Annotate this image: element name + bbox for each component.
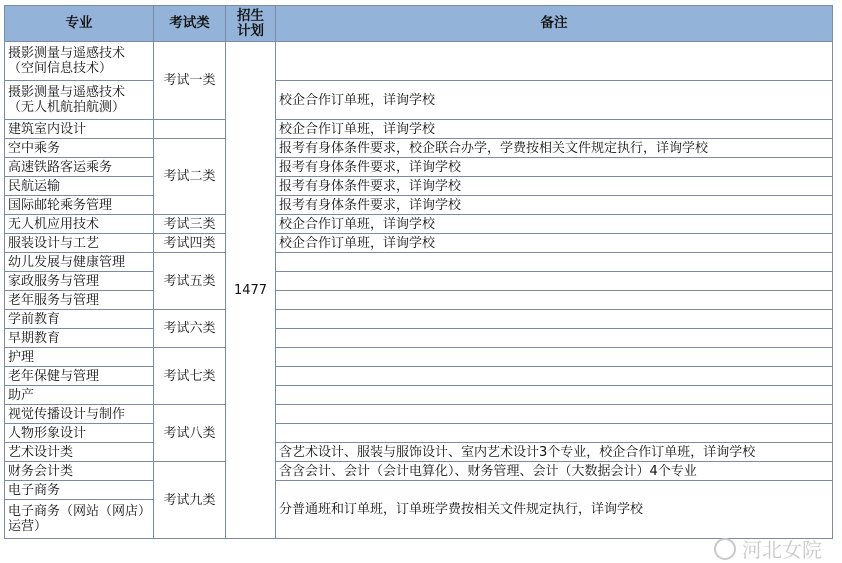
table-row: [5, 42, 833, 81]
major-cell: 学前教育: [5, 310, 154, 329]
major-cell: 人物形象设计: [5, 424, 154, 443]
major-cell: 摄影测量与遥感技术（空间信息技术）: [5, 42, 154, 81]
table-row: [5, 196, 833, 215]
major-cell: 家政服务与管理: [5, 272, 154, 291]
table-row: [5, 405, 833, 424]
major-cell: 艺术设计类: [5, 443, 154, 462]
note-cell: 校企合作订单班，详询学校: [276, 81, 833, 120]
major-cell: 财务会计类: [5, 462, 154, 481]
note-cell: 报考有身体条件要求，校企联合办学，学费按相关文件规定执行，详询学校: [276, 139, 833, 158]
note-cell: [276, 386, 833, 405]
note-cell: 含含会计、会计（会计电算化）、财务管理、会计（大数据会计）4个专业: [276, 462, 833, 481]
table-row: [5, 139, 833, 158]
category-cell: 考试二类: [154, 139, 226, 215]
table-row: [5, 462, 833, 481]
note-cell: [276, 253, 833, 272]
note-cell: 校企合作订单班，详询学校: [276, 215, 833, 234]
major-cell: 空中乘务: [5, 139, 154, 158]
table-row: [5, 367, 833, 386]
table-row: [5, 481, 833, 500]
major-cell: 民航运输: [5, 177, 154, 196]
major-cell: 幼儿发展与健康管理: [5, 253, 154, 272]
category-cell: 考试六类: [154, 310, 226, 348]
note-cell: 校企合作订单班，详询学校: [276, 234, 833, 253]
note-cell: 报考有身体条件要求，详询学校: [276, 177, 833, 196]
table-row: [5, 120, 833, 139]
table-row: [5, 386, 833, 405]
header-plan: 招生 计划: [226, 6, 276, 42]
header-notes: 备注: [276, 6, 833, 42]
major-cell: 早期教育: [5, 329, 154, 348]
major-cell: 视觉传播设计与制作: [5, 405, 154, 424]
note-cell: 分普通班和订单班，订单班学费按相关文件规定执行，详询学校: [276, 481, 833, 539]
major-cell: 电子商务: [5, 481, 154, 500]
major-cell: 国际邮轮乘务管理: [5, 196, 154, 215]
enrollment-table: [4, 5, 833, 539]
table-row: [5, 177, 833, 196]
note-cell: 含艺术设计、服装与服饰设计、室内艺术设计3个专业，校企合作订单班，详询学校: [276, 443, 833, 462]
table-row: [5, 310, 833, 329]
category-cell: [154, 120, 226, 139]
major-cell: 建筑室内设计: [5, 120, 154, 139]
table-row: [5, 215, 833, 234]
major-cell: 老年服务与管理: [5, 291, 154, 310]
note-cell: [276, 367, 833, 386]
major-cell: 无人机应用技术: [5, 215, 154, 234]
note-cell: [276, 424, 833, 443]
note-cell: [276, 291, 833, 310]
category-cell: 考试九类: [154, 462, 226, 539]
major-cell: 高速铁路客运乘务: [5, 158, 154, 177]
plan-total-cell: 1477: [226, 42, 276, 539]
note-cell: 报考有身体条件要求，详询学校: [276, 158, 833, 177]
note-cell: 报考有身体条件要求，详询学校: [276, 196, 833, 215]
table-row: [5, 329, 833, 348]
category-cell: 考试八类: [154, 405, 226, 462]
note-cell: [276, 329, 833, 348]
table-row: [5, 253, 833, 272]
major-cell: 摄影测量与遥感技术（无人机航拍航测）: [5, 81, 154, 120]
note-cell: [276, 405, 833, 424]
category-cell: 考试一类: [154, 42, 226, 120]
note-cell: [276, 348, 833, 367]
note-cell: [276, 42, 833, 81]
major-cell: 服装设计与工艺: [5, 234, 154, 253]
header-major: 专业: [5, 6, 154, 42]
major-cell: 老年保健与管理: [5, 367, 154, 386]
category-cell: 考试三类: [154, 215, 226, 234]
table-row: [5, 348, 833, 367]
header-row: [5, 6, 833, 42]
table-row: [5, 291, 833, 310]
table-row: [5, 443, 833, 462]
wechat-icon: [714, 538, 736, 560]
major-cell: 助产: [5, 386, 154, 405]
note-cell: [276, 272, 833, 291]
major-cell: 护理: [5, 348, 154, 367]
table-row: [5, 234, 833, 253]
table-row: [5, 272, 833, 291]
category-cell: 考试五类: [154, 253, 226, 310]
watermark-text: 河北女院: [742, 538, 822, 562]
category-cell: 考试七类: [154, 348, 226, 405]
category-cell: 考试四类: [154, 234, 226, 253]
table-row: [5, 81, 833, 120]
major-cell: 电子商务（网站（网店）运营）: [5, 500, 154, 539]
note-cell: 校企合作订单班，详询学校: [276, 120, 833, 139]
header-category: 考试类: [154, 6, 226, 42]
note-cell: [276, 310, 833, 329]
table-row: [5, 158, 833, 177]
table-row: [5, 424, 833, 443]
